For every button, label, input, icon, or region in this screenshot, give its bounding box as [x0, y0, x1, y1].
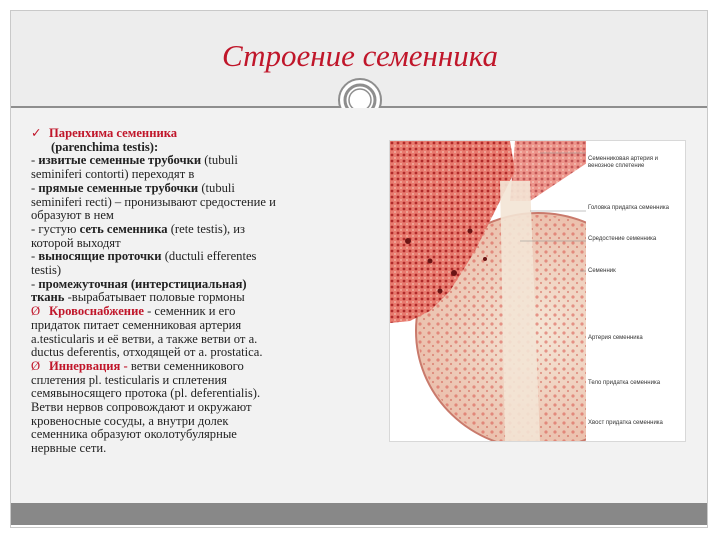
text-line: a.testicularis и её ветви, а также ветви от a. [31, 331, 258, 346]
text-line: (parenchima testis): [51, 139, 159, 154]
text-line: которой выходят [31, 235, 121, 250]
figure-label: Артерия семенника [588, 335, 643, 341]
text-line: - прямые семенные трубочки (tubuli [31, 180, 235, 195]
figure-label: Семенник [588, 268, 616, 274]
text-line: - промежуточная (интерстициальная) [31, 276, 247, 291]
tissue-illustration [390, 141, 686, 442]
arrow-bullet-icon: Ø [31, 358, 41, 373]
text-line: ткань -вырабатывает половые гормоны [31, 290, 245, 305]
check-bullet-icon: ✓ [31, 126, 42, 140]
text-line: Ветви нервов сопровождают и окружают [31, 400, 252, 415]
text-line: testis) [31, 263, 62, 278]
arrow-bullet-icon: Ø [31, 304, 41, 319]
text-line: семявыносящего протока (pl. deferentialis). [31, 386, 261, 401]
testis-histology-figure [389, 140, 686, 442]
figure-label: Средостение семенника [588, 236, 657, 242]
text-line: - густую сеть семенника (rete testis), из [31, 221, 246, 236]
text-line: сплетения pl. testicularis и сплетения [31, 372, 227, 387]
text-line: кровеносные сосуды, а внутри долек [31, 413, 229, 428]
text-line: seminiferi recti) – пронизывают средостение и [31, 194, 276, 209]
figure-label: Семенниковая артерия и венозное сплетение [588, 156, 659, 169]
figure-label: Головка придатка семенника [588, 205, 669, 211]
footer-bar [11, 503, 707, 525]
figure-label: Тело придатка семенника [588, 380, 661, 386]
text-line: - извитые семенные трубочки (tubuli [31, 153, 238, 168]
text-line: семенника образуют околотубулярные [31, 427, 237, 442]
figure-label: Хвост придатка семенника [588, 420, 663, 426]
text-line: нервные сети. [31, 441, 107, 456]
text-line: Ø Иннервация - ветви семенникового [31, 358, 244, 373]
slide-title: Строение семенника [221, 38, 499, 73]
text-line: ductus deferentis, отходящей от a. prostatica. [31, 345, 263, 360]
body-text [31, 127, 371, 456]
text-line: образуют в нем [31, 208, 114, 223]
text-line: ✓ Паренхима семенника [31, 126, 178, 140]
text-line: Ø Кровоснабжение - семенник и его [31, 304, 236, 319]
text-line: seminiferi contorti) переходят в [31, 167, 195, 182]
text-line: придаток питает семенниковая артерия [31, 317, 242, 332]
text-line: - выносящие проточки (ductuli efferentes [31, 249, 257, 264]
